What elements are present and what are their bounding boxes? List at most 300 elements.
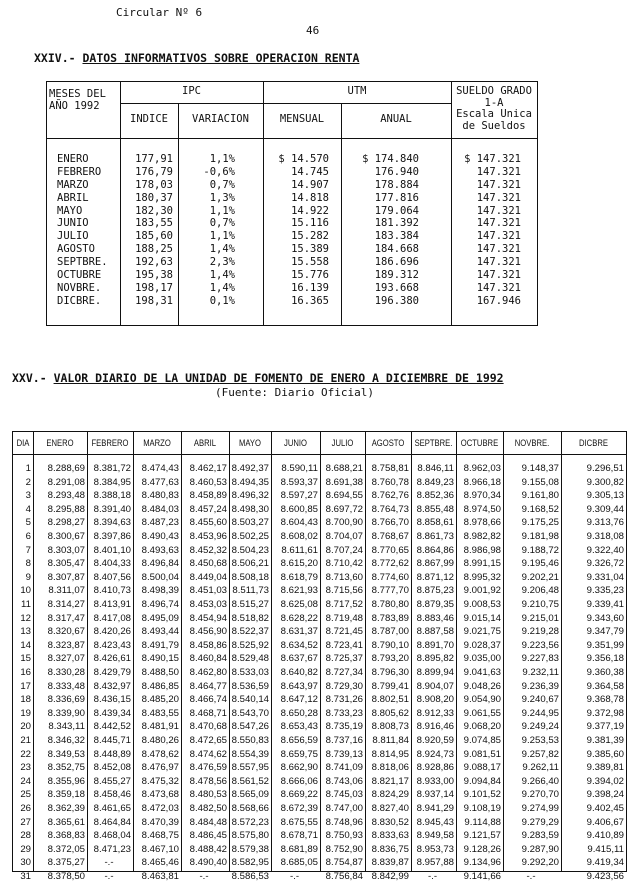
uf-value-cell: 8.300,67 [47, 531, 85, 542]
renta-cell-mensual: 15.558 [291, 256, 329, 269]
renta-cell-mes: JULIO [57, 230, 89, 243]
uf-value-cell: 8.407,56 [93, 571, 131, 583]
uf-value-cell: 8.515,27 [231, 599, 269, 610]
renta-cell-mensual: 14.922 [291, 204, 329, 217]
header-meses: MESES DEL AÑO 1992 [49, 88, 106, 112]
header-anual: ANUAL [380, 113, 412, 125]
uf-value-cell: 8.473,68 [141, 789, 179, 801]
uf-value-cell: 8.496,74 [141, 599, 179, 610]
renta-cell-variacion: 2,3% [209, 256, 235, 269]
uf-value-cell: 8.349,53 [47, 748, 85, 760]
uf-value-cell: 8.460,84 [189, 653, 227, 665]
uf-value-cell: 8.719,48 [325, 612, 363, 624]
uf-value-cell: 8.793,20 [371, 653, 409, 665]
uf-header-cell: ENERO [46, 438, 74, 448]
uf-value-cell: 8.450,68 [189, 558, 227, 570]
uf-value-cell: 8.688,21 [325, 463, 363, 474]
uf-value-cell: 9.128,26 [463, 843, 501, 855]
uf-header-cell: OCTUBRE [460, 438, 499, 448]
uf-value-cell: 8.481,91 [141, 721, 179, 733]
uf-value-cell: 8.681,89 [280, 843, 318, 855]
uf-value-cell: 8.750,93 [325, 830, 363, 842]
uf-value-cell: 8.739,13 [325, 748, 363, 760]
uf-value-cell: 8.756,84 [325, 871, 363, 882]
uf-value-cell: 9.054,90 [463, 694, 501, 706]
renta-cell-anual: 186.696 [374, 256, 419, 269]
uf-value-cell: 8.484,03 [141, 503, 179, 515]
uf-day-cell: 6 [25, 531, 31, 542]
uf-value-cell: 8.375,27 [47, 857, 85, 869]
uf-value-cell: 8.707,24 [325, 544, 363, 556]
renta-cell-mensual: 16.139 [291, 281, 329, 294]
uf-value-cell: 8.790,10 [371, 639, 409, 651]
uf-value-cell: 8.731,26 [325, 694, 363, 706]
renta-cell-mes: AGOSTO [57, 243, 95, 256]
uf-value-cell: 8.490,15 [141, 653, 179, 665]
uf-value-cell: 8.455,60 [189, 517, 227, 529]
uf-value-cell: -.- [104, 857, 114, 869]
uf-value-cell: 9.015,14 [463, 612, 501, 624]
uf-value-cell: 8.662,90 [280, 762, 318, 774]
uf-value-cell: 9.148,37 [521, 463, 559, 474]
uf-value-cell: -.- [526, 871, 536, 882]
uf-value-cell: 8.700,90 [325, 517, 363, 529]
uf-table [12, 431, 627, 882]
uf-value-cell: 8.388,18 [93, 490, 131, 502]
uf-value-cell: 8.378,50 [47, 871, 85, 882]
uf-value-cell: 9.423,56 [586, 871, 624, 882]
uf-value-cell: 8.320,67 [47, 626, 85, 638]
renta-cell-sueldo: 147.321 [476, 281, 521, 294]
uf-day-cell: 28 [20, 830, 31, 842]
uf-value-cell: 8.650,28 [280, 707, 318, 719]
uf-value-cell: 8.525,92 [231, 639, 269, 651]
uf-day-cell: 14 [20, 639, 31, 651]
renta-cell-sueldo: 147.321 [476, 243, 521, 256]
uf-day-cell: 20 [20, 721, 31, 733]
uf-value-cell: 9.227,83 [521, 653, 559, 665]
renta-cell-indice: 192,63 [135, 256, 173, 269]
uf-value-cell: 8.476,59 [189, 762, 227, 774]
section2-title: VALOR DIARIO DE LA UNIDAD DE FOMENTO DE ENERO A DICIEMBRE DE 1992 [53, 371, 504, 385]
section1-heading [34, 51, 359, 65]
uf-value-cell: 8.777,70 [371, 585, 409, 597]
uf-value-cell: 8.833,63 [371, 830, 409, 842]
renta-cell-sueldo: 147.321 [476, 269, 521, 282]
uf-value-cell: 8.697,72 [325, 503, 363, 515]
uf-value-cell: 8.855,48 [416, 503, 454, 515]
renta-cell-sueldo: 147.321 [476, 165, 521, 178]
uf-value-cell: 8.725,37 [325, 653, 363, 665]
uf-value-cell: 8.485,20 [141, 694, 179, 706]
renta-cell-variacion: 1,1% [209, 204, 235, 217]
uf-value-cell: 8.600,85 [280, 503, 318, 515]
uf-value-cell: 8.492,37 [231, 463, 269, 474]
uf-value-cell: 8.491,79 [141, 639, 179, 651]
uf-value-cell: 8.503,27 [231, 517, 269, 529]
uf-value-cell: 9.283,59 [521, 830, 559, 842]
uf-value-cell: 9.313,76 [586, 517, 624, 529]
uf-value-cell: 8.508,18 [231, 571, 269, 583]
renta-cell-indice: 176,79 [135, 165, 173, 178]
uf-value-cell: 8.305,47 [47, 558, 85, 570]
uf-value-cell: 8.461,65 [93, 803, 131, 814]
uf-value-cell: 8.474,43 [141, 463, 179, 474]
uf-value-cell: 8.758,81 [371, 463, 409, 474]
uf-value-cell: 9.262,11 [522, 762, 559, 774]
uf-value-cell: 8.464,84 [93, 816, 131, 828]
uf-value-cell: 8.783,89 [371, 612, 409, 624]
uf-value-cell: 8.608,02 [280, 531, 318, 542]
uf-value-cell: 8.715,56 [325, 585, 363, 597]
uf-value-cell: 8.391,40 [93, 503, 131, 515]
uf-value-cell: 8.474,62 [189, 748, 227, 760]
renta-cell-mensual: 14.745 [291, 165, 329, 178]
renta-cell-anual: 196.380 [374, 294, 419, 307]
uf-value-cell: 8.978,66 [463, 517, 501, 529]
uf-value-cell: 8.536,59 [231, 680, 269, 692]
uf-value-cell: 8.768,67 [371, 531, 409, 542]
uf-value-cell: 8.323,87 [47, 639, 85, 651]
uf-value-cell: 8.774,60 [371, 571, 409, 583]
uf-value-cell: 8.504,23 [231, 544, 269, 556]
uf-value-cell: 8.748,96 [325, 816, 363, 828]
uf-value-cell: 9.175,25 [521, 517, 559, 529]
uf-value-cell: 8.875,23 [416, 585, 454, 597]
uf-value-cell: 8.472,03 [141, 803, 179, 814]
uf-value-cell: 8.805,62 [371, 707, 409, 719]
uf-value-cell: 9.287,90 [521, 843, 559, 855]
header-indice: INDICE [130, 113, 168, 125]
uf-value-cell: 9.215,01 [521, 612, 559, 624]
renta-cell-anual: 193.668 [374, 281, 419, 294]
uf-value-cell: 8.487,23 [141, 517, 179, 529]
uf-value-cell: 9.368,78 [586, 694, 624, 706]
uf-value-cell: 8.811,84 [372, 735, 409, 746]
uf-value-cell: 9.202,21 [521, 571, 559, 583]
uf-value-cell: 9.389,81 [586, 762, 624, 774]
uf-value-cell: 9.347,79 [586, 626, 624, 638]
table-row [13, 870, 626, 884]
uf-value-cell: 9.364,58 [586, 680, 624, 692]
uf-value-cell: 8.470,39 [141, 816, 179, 828]
uf-value-cell: 8.694,55 [325, 490, 363, 502]
uf-value-cell: 8.482,50 [189, 803, 227, 814]
uf-value-cell: 8.821,17 [371, 775, 409, 787]
uf-value-cell: 8.852,36 [416, 490, 454, 502]
uf-value-cell: 8.480,26 [141, 735, 179, 746]
uf-value-cell: 8.478,56 [189, 775, 227, 787]
uf-header-cell: ABRIL [193, 438, 217, 448]
uf-value-cell: 8.752,90 [325, 843, 363, 855]
uf-value-cell: 8.460,53 [189, 476, 227, 488]
uf-value-cell: 8.423,43 [93, 639, 131, 651]
uf-value-cell: 8.456,90 [189, 626, 227, 638]
uf-value-cell: 9.048,26 [463, 680, 501, 692]
renta-cell-indice: 178,03 [135, 178, 173, 191]
uf-value-cell: 8.597,27 [280, 490, 318, 502]
uf-value-cell: 8.496,32 [231, 490, 269, 502]
uf-value-cell: 8.924,73 [416, 748, 454, 760]
uf-value-cell: 8.743,06 [325, 775, 363, 787]
section2-heading [12, 371, 504, 385]
uf-value-cell: 8.945,43 [416, 816, 454, 828]
uf-value-cell: 8.887,58 [416, 626, 454, 638]
uf-value-cell: 8.454,94 [189, 612, 227, 624]
uf-value-cell: 8.808,73 [371, 721, 409, 733]
uf-value-cell: 9.236,39 [521, 680, 559, 692]
uf-value-cell: 8.477,63 [141, 476, 179, 488]
uf-value-cell: 8.818,06 [371, 762, 409, 774]
uf-value-cell: 8.413,91 [93, 599, 131, 610]
uf-value-cell: 8.317,47 [47, 612, 85, 624]
renta-cell-variacion: 0,1% [209, 294, 235, 307]
uf-value-cell: 8.468,71 [189, 707, 227, 719]
uf-value-cell: 8.937,14 [416, 789, 454, 801]
uf-value-cell: 8.615,20 [280, 558, 318, 570]
uf-value-cell: 8.830,52 [371, 816, 409, 828]
renta-cell-mensual: $ 14.570 [278, 153, 329, 165]
uf-value-cell: 8.522,37 [231, 626, 269, 638]
uf-value-cell: 9.244,95 [521, 707, 559, 719]
uf-value-cell: 8.426,61 [93, 653, 131, 665]
uf-value-cell: 9.081,51 [463, 748, 501, 760]
renta-cell-sueldo: 147.321 [476, 204, 521, 217]
renta-cell-mensual: 15.389 [291, 243, 329, 256]
uf-value-cell: 9.240,67 [521, 694, 559, 706]
renta-cell-mensual: 15.116 [291, 217, 329, 230]
uf-value-cell: -.- [199, 871, 209, 882]
uf-day-cell: 31 [20, 871, 31, 882]
uf-value-cell: 8.727,34 [325, 667, 363, 678]
uf-value-cell: 8.780,80 [371, 599, 409, 610]
uf-value-cell: 8.462,80 [189, 667, 227, 678]
uf-value-cell: 8.764,73 [371, 503, 409, 515]
uf-value-cell: 8.640,82 [280, 667, 318, 678]
uf-value-cell: 8.949,58 [416, 830, 454, 842]
uf-value-cell: 8.899,94 [416, 667, 454, 678]
uf-value-cell: 9.141,66 [463, 871, 501, 882]
renta-cell-mensual: 14.907 [291, 178, 329, 191]
renta-cell-indice: 198,17 [135, 281, 173, 294]
uf-value-cell: 8.490,43 [141, 531, 179, 542]
uf-value-cell: 9.219,28 [521, 626, 559, 638]
uf-header-cell: DIA [16, 438, 30, 448]
uf-value-cell: 8.448,89 [93, 748, 131, 760]
uf-header-cell: MARZO [143, 438, 171, 448]
section1-title: DATOS INFORMATIVOS SOBRE OPERACION RENTA [82, 51, 360, 65]
uf-value-cell: 8.839,87 [371, 857, 409, 869]
uf-value-cell: 8.891,70 [416, 639, 454, 651]
renta-cell-mes: ABRIL [57, 191, 89, 204]
uf-value-cell: 8.463,81 [141, 871, 179, 882]
uf-value-cell: 9.377,19 [586, 721, 624, 733]
uf-value-cell: 8.991,15 [463, 558, 501, 570]
uf-day-cell: 8 [25, 558, 31, 570]
uf-value-cell: 8.458,46 [93, 789, 131, 801]
uf-value-cell: 8.496,84 [141, 558, 179, 570]
uf-value-cell: 8.557,95 [231, 762, 269, 774]
uf-value-cell: 8.355,96 [47, 775, 85, 787]
uf-value-cell: 8.745,03 [325, 789, 363, 801]
uf-value-cell: 9.305,13 [586, 490, 624, 502]
uf-value-cell: 8.420,26 [93, 626, 131, 638]
section2-number: XXV.- [12, 371, 47, 385]
renta-cell-mes: MARZO [57, 178, 89, 191]
uf-value-cell: 8.628,22 [280, 612, 318, 624]
uf-value-cell: 9.270,70 [521, 789, 559, 801]
uf-value-cell: 8.365,61 [47, 816, 85, 828]
uf-value-cell: 8.647,12 [280, 694, 318, 706]
uf-value-cell: 9.372,98 [586, 707, 624, 719]
uf-value-cell: 8.799,41 [371, 680, 409, 692]
uf-value-cell: 8.637,67 [280, 653, 318, 665]
uf-value-cell: 9.094,84 [463, 775, 501, 787]
uf-value-cell: 8.500,04 [141, 571, 179, 583]
uf-value-cell: 8.565,09 [231, 789, 269, 801]
uf-value-cell: 8.384,95 [93, 476, 131, 488]
uf-value-cell: 8.912,33 [416, 707, 454, 719]
uf-value-cell: 8.453,03 [189, 599, 227, 610]
uf-value-cell: 8.410,73 [93, 585, 131, 597]
uf-value-cell: 8.966,18 [463, 476, 501, 488]
header-mensual: MENSUAL [279, 113, 325, 125]
uf-value-cell: 9.343,60 [586, 612, 624, 624]
uf-value-cell: 8.498,30 [231, 503, 269, 515]
renta-cell-indice: 185,60 [135, 230, 173, 243]
uf-value-cell: 8.916,46 [416, 721, 454, 733]
uf-value-cell: 8.582,95 [231, 857, 269, 869]
uf-day-cell: 4 [25, 503, 31, 515]
uf-value-cell: 8.468,75 [141, 830, 179, 842]
uf-value-cell: 8.417,08 [93, 612, 131, 624]
uf-value-cell: 8.729,30 [325, 680, 363, 692]
uf-day-cell: 2 [25, 476, 31, 488]
uf-value-cell: 8.604,43 [280, 517, 318, 529]
uf-value-cell: 8.593,37 [280, 476, 318, 488]
renta-cell-indice: 188,25 [135, 243, 173, 256]
renta-cell-mensual: 14.818 [291, 191, 329, 204]
uf-value-cell: 8.568,66 [231, 803, 269, 814]
uf-value-cell: 8.288,69 [47, 463, 85, 474]
uf-value-cell: 9.206,48 [521, 585, 559, 597]
uf-value-cell: 8.760,78 [371, 476, 409, 488]
uf-value-cell: 8.995,32 [463, 571, 501, 583]
uf-day-cell: 21 [20, 735, 31, 746]
uf-value-cell: 8.864,86 [416, 544, 454, 556]
uf-value-cell: 8.480,53 [189, 789, 227, 801]
section2-source: (Fuente: Diario Oficial) [215, 386, 374, 399]
renta-cell-indice: 195,38 [135, 269, 173, 282]
uf-value-cell: 8.941,29 [416, 803, 454, 814]
uf-value-cell: 8.436,15 [93, 694, 131, 706]
uf-value-cell: 9.274,99 [521, 803, 559, 814]
uf-value-cell: 8.476,97 [141, 762, 179, 774]
renta-cell-mes: ENERO [57, 153, 89, 165]
uf-day-cell: 26 [20, 803, 31, 814]
uf-value-cell: 8.741,09 [325, 762, 363, 774]
uf-header-cell: AGOSTO [371, 438, 405, 448]
uf-value-cell: 8.486,85 [141, 680, 179, 692]
uf-value-cell: 8.554,39 [231, 748, 269, 760]
uf-value-cell: 8.298,27 [47, 517, 85, 529]
uf-value-cell: 9.300,82 [586, 476, 624, 488]
uf-value-cell: 8.974,50 [463, 503, 501, 515]
uf-value-cell: 8.982,82 [463, 531, 501, 542]
column-variacion [187, 153, 235, 308]
renta-cell-mes: DICBRE. [57, 294, 102, 307]
uf-value-cell: 9.419,34 [586, 857, 624, 869]
renta-cell-anual: $ 174.840 [362, 153, 419, 165]
uf-day-cell: 1 [25, 463, 31, 474]
uf-value-cell: 8.704,07 [325, 531, 363, 542]
uf-value-cell: 8.451,03 [189, 585, 227, 597]
uf-value-cell: 8.368,83 [47, 830, 85, 842]
uf-value-cell: 8.486,45 [189, 830, 227, 842]
uf-value-cell: 8.490,40 [189, 857, 227, 869]
uf-value-cell: 9.249,24 [521, 721, 559, 733]
uf-value-cell: 9.041,63 [463, 667, 501, 678]
uf-value-cell: 9.108,19 [463, 803, 501, 814]
uf-value-cell: 8.293,48 [47, 490, 85, 502]
uf-header-cell: SEPTBRE. [414, 438, 453, 448]
uf-day-cell: 12 [20, 612, 31, 624]
uf-value-cell: 9.195,46 [521, 558, 559, 570]
uf-value-cell: 8.483,55 [141, 707, 179, 719]
renta-cell-sueldo: 167.946 [476, 294, 521, 307]
uf-value-cell: 9.035,00 [463, 653, 501, 665]
uf-value-cell: 8.678,71 [280, 830, 318, 842]
renta-cell-mes: MAYO [57, 204, 83, 217]
uf-value-cell: 9.021,75 [463, 626, 501, 638]
renta-cell-anual: 177.816 [374, 191, 419, 204]
uf-value-cell: 8.675,55 [280, 816, 318, 828]
uf-value-cell: 9.181,98 [521, 531, 559, 542]
uf-value-cell: 8.772,62 [371, 558, 409, 570]
uf-value-cell: 8.733,23 [325, 707, 363, 719]
uf-value-cell: 8.747,00 [325, 803, 363, 814]
uf-day-cell: 22 [20, 748, 31, 760]
renta-cell-mes: SEPTBRE. [57, 256, 108, 269]
renta-cell-variacion: 1,3% [209, 191, 235, 204]
uf-value-cell: 8.478,62 [141, 748, 179, 760]
column-sueldo [461, 153, 521, 308]
uf-value-cell: 8.307,87 [47, 571, 85, 583]
uf-value-cell: 8.336,69 [47, 694, 85, 706]
uf-value-cell: 8.547,26 [231, 721, 269, 733]
uf-value-cell: 8.643,97 [280, 680, 318, 692]
uf-day-cell: 18 [20, 694, 31, 706]
uf-value-cell: 8.339,90 [47, 707, 85, 719]
uf-value-cell: 8.543,70 [231, 707, 269, 719]
uf-value-cell: 8.659,75 [280, 748, 318, 760]
renta-cell-indice: 183,55 [135, 217, 173, 230]
renta-cell-variacion: 1,1% [209, 153, 235, 165]
uf-value-cell: 8.723,41 [325, 639, 363, 651]
uf-value-cell: 8.518,82 [231, 612, 269, 624]
uf-value-cell: 9.415,11 [587, 843, 624, 855]
uf-value-cell: 8.849,23 [416, 476, 454, 488]
uf-value-cell: 8.666,06 [280, 775, 318, 787]
uf-value-cell: 9.257,82 [521, 748, 559, 760]
uf-value-cell: 8.957,88 [416, 857, 454, 869]
uf-value-cell: 8.488,50 [141, 667, 179, 678]
uf-value-cell: 8.330,28 [47, 667, 85, 678]
uf-value-cell: 8.814,95 [371, 748, 409, 760]
uf-value-cell: 9.155,08 [521, 476, 559, 488]
uf-value-cell: 9.028,37 [463, 639, 501, 651]
uf-value-cell: 8.634,52 [280, 639, 318, 651]
